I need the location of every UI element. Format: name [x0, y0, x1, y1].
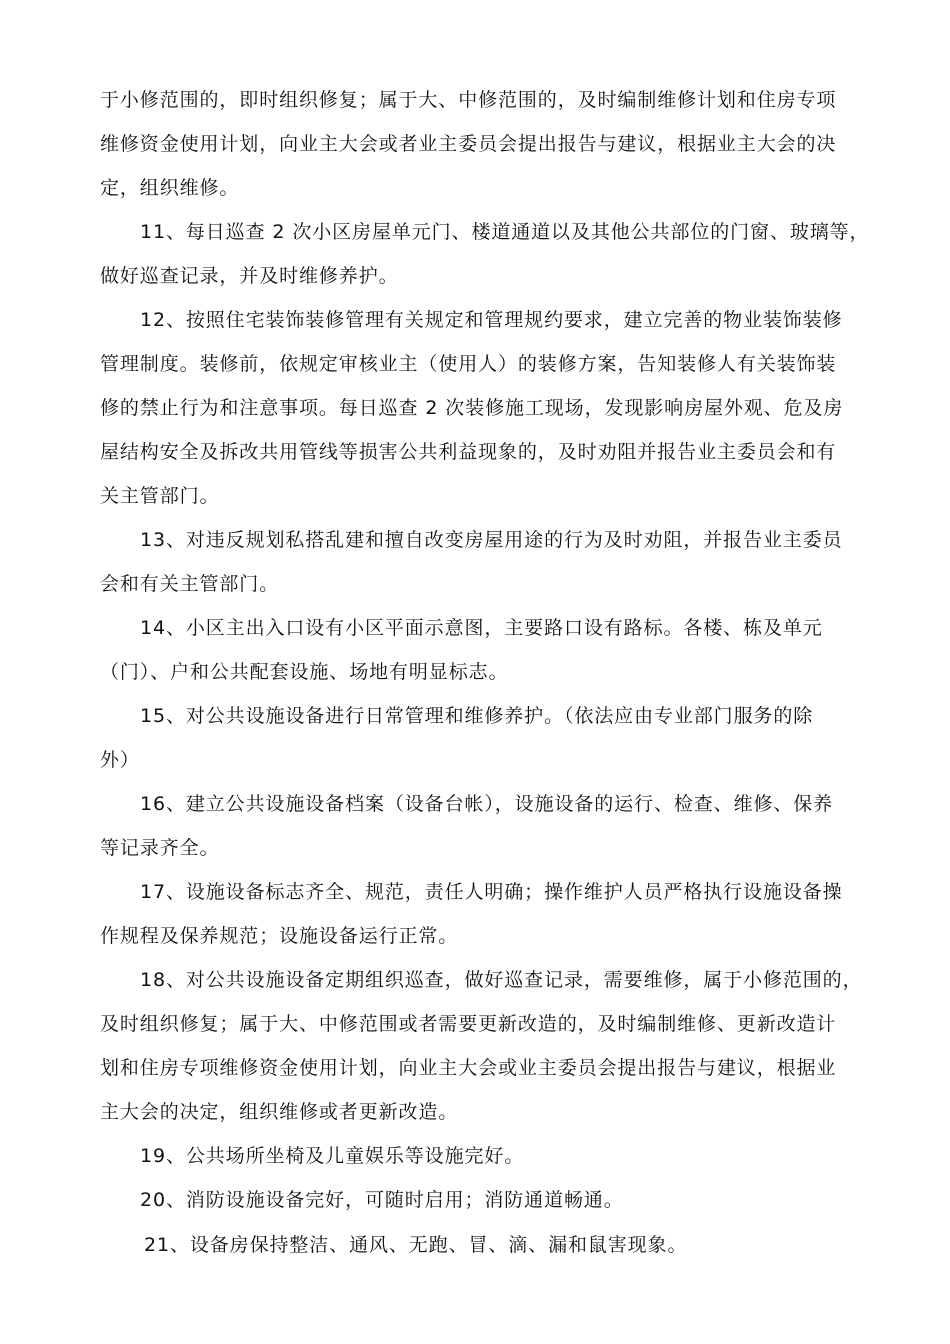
text-line: 定，组织维修。 — [100, 177, 240, 199]
item-14-line: 14、小区主出入口设有小区平面示意图，主要路口设有路标。各楼、栋及单元 — [140, 617, 823, 639]
item-18-line: 18、对公共设施设备定期组织巡查，做好巡查记录，需要维修，属于小修范围的， — [140, 969, 863, 991]
text-line: 外） — [100, 749, 140, 771]
text-line: 于小修范围的，即时组织修复；属于大、中修范围的，及时编制维修计划和住房专项 — [100, 89, 837, 111]
text-line: 及时组织修复；属于大、中修范围或者需要更新改造的，及时编制维修、更新改造计 — [100, 1013, 837, 1035]
item-12-line: 12、按照住宅装饰装修管理有关规定和管理规约要求，建立完善的物业装饰装修 — [140, 309, 843, 331]
text-line: 做好巡查记录，并及时维修养护。 — [100, 265, 399, 287]
text-line: 修的禁止行为和注意事项。每日巡查 2 次装修施工现场，发现影响房屋外观、危及房 — [100, 397, 844, 419]
text-line: 等记录齐全。 — [100, 837, 220, 859]
item-15-line: 15、对公共设施设备进行日常管理和维修养护。（依法应由专业部门服务的除 — [140, 705, 814, 727]
item-21-line: 21、设备房保持整洁、通风、无跑、冒、滴、漏和鼠害现象。 — [144, 1234, 688, 1256]
text-line: 会和有关主管部门。 — [100, 573, 280, 595]
text-line: 管理制度。装修前，依规定审核业主（使用人）的装修方案，告知装修人有关装饰装 — [100, 353, 837, 375]
text-line: 作规程及保养规范；设施设备运行正常。 — [100, 925, 459, 947]
text-line: 划和住房专项维修资金使用计划，向业主大会或业主委员会提出报告与建议，根据业 — [100, 1057, 837, 1079]
text-line: 屋结构安全及拆改共用管线等损害公共利益现象的，及时劝阻并报告业主委员会和有 — [100, 441, 837, 463]
text-line: 关主管部门。 — [100, 485, 220, 507]
text-line: （门）、户和公共配套设施、场地有明显标志。 — [100, 661, 509, 683]
item-11-line: 11、每日巡查 2 次小区房屋单元门、楼道通道以及其他公共部位的门窗、玻璃等， — [140, 221, 870, 243]
item-16-line: 16、建立公共设施设备档案（设备台帐），设施设备的运行、检查、维修、保养 — [140, 793, 834, 815]
item-13-line: 13、对违反规划私搭乱建和擅自改变房屋用途的行为及时劝阻，并报告业主委员 — [140, 529, 843, 551]
item-17-line: 17、设施设备标志齐全、规范，责任人明确；操作维护人员严格执行设施设备操 — [140, 881, 843, 903]
text-line: 主大会的决定，组织维修或者更新改造。 — [100, 1101, 459, 1123]
text-line: 维修资金使用计划，向业主大会或者业主委员会提出报告与建议，根据业主大会的决 — [100, 133, 837, 155]
item-20-line: 20、消防设施设备完好，可随时启用；消防通道畅通。 — [140, 1189, 624, 1211]
item-19-line: 19、公共场所坐椅及儿童娱乐等设施完好。 — [140, 1145, 525, 1167]
